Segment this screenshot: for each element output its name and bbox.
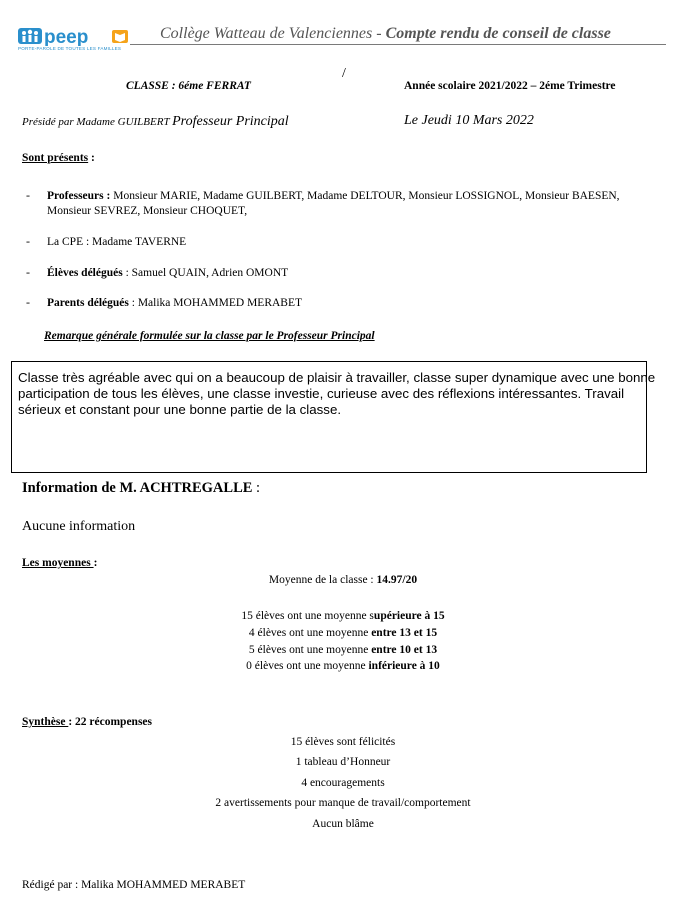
meeting-date: Le Jeudi 10 Mars 2022 [404, 113, 534, 128]
class-average: Moyenne de la classe : 14.97/20 [268, 574, 418, 586]
attendee-teachers-line1: Monsieur MARIE, Madame GUILBERT, Madame DELTOUR, Monsieur LOSSIGNOL, Monsieur BAESEN, [110, 190, 620, 202]
remark-line: Classe très agréable avec qui on a beaucoup de plaisir à travailler, classe super dynamique avec une bonne [18, 370, 656, 385]
synthesis-title: Synthèse : 22 récompenses [22, 716, 153, 728]
list-bullet: - [26, 188, 30, 202]
remark-box [11, 361, 656, 473]
presided-by [22, 114, 289, 130]
peep-logo [18, 26, 130, 52]
class-average-value: 14.97/20 [376, 574, 418, 586]
school-year: Année scolaire 2021/2022 – 2éme Trimestre [404, 80, 616, 92]
written-by: Rédigé par : Malika MOHAMMED MERABET [22, 879, 246, 891]
remark-line: sérieux et constant pour une bonne partie de la classe. [18, 402, 342, 417]
class-name: CLASSE : 6éme FERRAT [126, 80, 251, 92]
header-title [160, 25, 611, 43]
synthesis-item: 2 avertissements pour manque de travail/comportement [215, 797, 471, 809]
averages-title: Les moyennes : [22, 557, 98, 569]
peep-logo-mark [18, 26, 130, 46]
header-doc-type: Compte rendu de conseil de classe [385, 25, 611, 42]
attendee-teachers-line2: Monsieur SEVREZ, Monsieur CHOQUET, [47, 205, 248, 217]
attendee-label: Parents délégués [47, 297, 129, 309]
separator-slash: / [342, 66, 346, 81]
attendee-teachers [47, 189, 620, 219]
synthesis-item: 4 encouragements [301, 777, 385, 789]
information-title: Information de M. ACHTREGALLE : [22, 480, 261, 496]
presided-by-name: Présidé par Madame GUILBERT [22, 116, 173, 128]
logo-tagline: PORTE-PAROLE DE TOUTES LES FAMILLES [18, 46, 122, 51]
remark-line: participation de tous les élèves, une classe investie, curieuse avec des réflexions intéressantes. Travail [18, 386, 625, 401]
attendee-cpe: La CPE : Madame TAVERNE [47, 236, 187, 248]
synthesis-item: 1 tableau d’Honneur [295, 756, 391, 768]
average-row: 0 élèves ont une moyenne inférieure à 10 [246, 660, 440, 672]
average-row: 4 élèves ont une moyenne entre 13 et 15 [248, 627, 438, 639]
average-row: 5 élèves ont une moyenne entre 10 et 13 [248, 644, 438, 656]
attendee-student-delegates: Élèves délégués : Samuel QUAIN, Adrien OMONT [47, 267, 289, 279]
logo-text: peep [44, 27, 89, 46]
header-rule [130, 44, 666, 45]
header-school: Collège Watteau de Valenciennes - [160, 25, 386, 42]
attendee-label: Élèves délégués [47, 267, 123, 279]
average-row: 15 élèves ont une moyenne supérieure à 15 [241, 610, 445, 622]
list-bullet: - [26, 265, 30, 279]
attendee-label: Professeurs : [47, 190, 111, 202]
information-text: Aucune information [22, 519, 136, 534]
synthesis-item: 15 élèves sont félicités [290, 736, 396, 748]
attendee-parent-delegates: Parents délégués : Malika MOHAMMED MERABET [47, 297, 303, 309]
remark-title: Remarque générale formulée sur la classe par le Professeur Principal [44, 330, 375, 342]
attendees-title: Sont présents : [22, 152, 95, 164]
list-bullet: - [26, 295, 30, 309]
list-bullet: - [26, 234, 30, 248]
presided-by-role: Professeur Principal [172, 114, 289, 129]
synthesis-item: Aucun blâme [312, 818, 374, 830]
